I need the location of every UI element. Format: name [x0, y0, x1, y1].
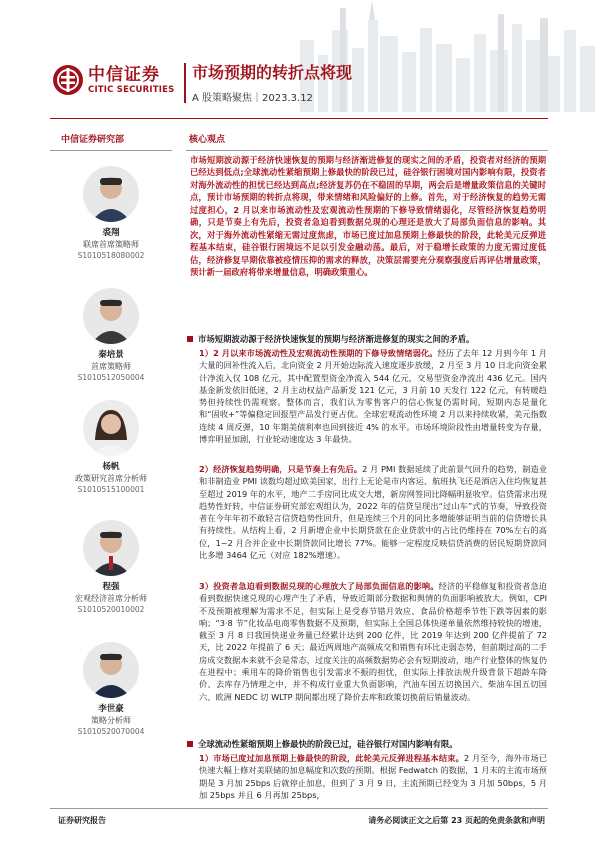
- footer-disclaimer: 请务必阅读正文之后第 23 页起的免责条款和声明: [368, 816, 545, 825]
- analyst-photo: [83, 166, 139, 222]
- paragraph-text: 2 月至今，海外市场已快速大幅上修对美联储的加息幅度和次数的预期。根据 Fedwatch 的数据，1 月末的主流市场预期是 3 月加 25bps 后就停止加息，但到了 3 月 9 日，主流预期已经变为 3 月加 50bps，5 月加 25bps 并且 6 月再加 25bps，: [199, 753, 548, 800]
- analyst-card: [50, 642, 172, 737]
- analyst-photo: [83, 288, 139, 344]
- section-bullet-text: 市场短期波动源于经济快速恢复的预期与经济渐进修复的现实之间的矛盾。: [198, 334, 475, 344]
- bullet-square-icon: [187, 336, 193, 342]
- analyst-card: [50, 166, 172, 261]
- analyst-name: 杨帆: [102, 462, 120, 472]
- header-rule: [50, 118, 548, 119]
- analyst-name: 裘翔: [102, 228, 120, 238]
- analyst-photo: [83, 520, 139, 576]
- analyst-role: 策略分析师: [91, 716, 131, 725]
- analyst-name: 秦培景: [98, 350, 124, 360]
- body-paragraph: [199, 463, 547, 561]
- section-bullet: [185, 333, 547, 345]
- section-bullet-text: 全球流动性紧缩预期上修最快的阶段已过，硅谷银行对国内影响有限。: [198, 739, 458, 749]
- report-title: 市场预期的转折点将现: [192, 63, 353, 82]
- analyst-role: 宏观经济首席分析师: [75, 594, 147, 603]
- citic-logo: [52, 64, 174, 96]
- analyst-cert: S1010518080002: [77, 251, 145, 260]
- core-view-summary: 市场短期波动源于经济快速恢复的预期与经济渐进修复的现实之间的矛盾，投资者对经济的预期已经达到低点;全球流动性紧缩预期上修最快的阶段已过，硅谷银行困境对国内影响有限，投资者对海外流动性的担忧已经达到高点;经济复苏仍在不稳固的早期，两会后是增量政策信息的关键时点，预计市场预期的转折点将现，带来情绪和风险偏好的上修。首先，对于经济恢复的趋势无需过度担心，2 月以来市场流动性及宏观流动性预期的下修导致情绪弱化，尽管经济恢复趋势明确，只是节奏上有先后，投资者急迫看到数据兑现的心理还是放大了局部负面信息的影响。其次，对于海外流动性紧缩无需过度焦虑，市场已度过加息预期上修最快的阶段，此轮美元反弹进程基本结束，硅谷银行困境远不足以引发金融动荡。最后，对于稳增长政策的力度无需过度低估，经济修复早期依靠被疫情压抑的需求的释放，决策层需要充分观察强度后再评估增量政策，预计新一届政府将带来增量信息，明确政策重心。: [190, 155, 546, 278]
- analyst-card: [50, 288, 172, 383]
- department-rule: [50, 150, 172, 151]
- analyst-role: 首席策略师: [91, 362, 131, 371]
- core-view-heading: 核心观点: [189, 135, 226, 145]
- paragraph-text: 2 月 PMI 数据延续了此前景气回升的趋势，制造业和非制造业 PMI 读数均超过欧美国家，出行上无论是市内客运、航班执飞还是酒店入住均恢复甚至超过 2019 年的水平，地产二手房同比成交大增，新房网签同比降幅明显收窄。信贷需求出现趋势性好转，中信证券研究部宏观组认为，2022 年的信贷呈现出“过山车”式的节奏，导致投资者在今年年初不敢轻言信贷趋势性回升，但是连续三个月的同比多增能够证明当前的信贷增长具有持续性。从结构上看，2 月新增企业中长期贷款在企业贷款中的占比仍维持在 70%左右的高位，1~2 月合并企业中长期贷款同比增长 77%。能够一定程度反映信贷消费的居民短期贷款同比多增 3464 亿元（对应 182%增速）。: [199, 464, 548, 561]
- report-subtitle: A 股策略聚焦｜2023.3.12: [192, 93, 313, 104]
- department-label: 中信证券研究部: [61, 135, 125, 145]
- analyst-photo: [83, 642, 139, 698]
- analyst-card: [50, 400, 172, 495]
- paragraph-lead: 1）市场已度过加息预期上修最快的阶段，此轮美元反弹进程基本结束。: [199, 753, 464, 763]
- paragraph-text: 经历了去年 12 月到今年 1 月大量的回补性流入后，北向资金 2 月开始边际流入速度逐步放缓，2 月至 3 月 10 日北向资金累计净流入仅 108 亿元，其中配置型资金净流入 544 亿元，交易型资金净流出 436 亿元。国内基金新发依旧低迷，2 月主动权益产品新发 121 亿元，3 月前 10 天发行 122 亿元，有转暖趋势但持续性仍需观察。整体而言，我们认为零售客户的信心恢复仍需时间，短期内态是量化和“固收+”等偏稳定回报型产品发行更占优。全球宏观流动性环境 2 月以来持续收紧，美元指数连续 4 周反弹，10 年期美债利率也回到接近 4% 的水平。市场环境阶段性由增量转变为存量，博弈明显加剧，行业轮动速度达 3 年最快。: [199, 348, 547, 445]
- analyst-role: 联席首席策略师: [83, 240, 139, 249]
- logo-chinese-text: 中信证券: [88, 64, 160, 85]
- body-paragraph: [199, 580, 547, 703]
- analyst-card: [50, 520, 172, 615]
- core-view-rule: [186, 150, 548, 151]
- analyst-cert: S1010515100001: [77, 485, 145, 494]
- body-paragraph: [199, 752, 547, 801]
- analyst-photo: [83, 400, 139, 456]
- paragraph-lead: 1）2 月以来市场流动性及宏观流动性预期的下修导致情绪弱化。: [199, 348, 438, 358]
- title-divider: [184, 63, 186, 103]
- body-paragraph: [199, 347, 547, 445]
- paragraph-text: 经济的平稳修复和投资者急迫看到数据快速兑现的心理产生了矛盾，导致近期部分数据和舆情的负面影响被放大。例如，CPI 不及预期被理解为需求不足，但实际上是受春节错月效应、食品价格超季节性下跌等因素的影响；“3·8 节”化妆品电商零售数据不及预期，但实际上全国总体快递单量依然维持较快的增速，截至 3 月 8 日我国快递业务量已经累计达到 200 亿件，比 2019 年达到 200 亿件提前了 72 天，比 2022 年提前了 6 天；最近两周地产高频成交和销售有环比走弱态势，但前期过高的二手房成交数据本来就不会是常态，过度关注的高频数据势必会有短期波动，地产行业整体的恢复仍在进程中；乘用车的降价销售也引发需求不振的担忧，但实际上排放法规升级背景下超龄车降价、去库存乃情理之中，并不构成行业重大负面影响，汽油车国五切换国六、柴油车国五切国六、欧洲 NEDC 切 WLTP 期间都出现了降价去库和政策切换前后销量波动。: [199, 581, 547, 702]
- analyst-cert: S1010520010002: [77, 605, 145, 614]
- analyst-role: 政策研究首席分析师: [75, 474, 147, 483]
- paragraph-lead: 2）经济恢复趋势明确，只是节奏上有先后。: [199, 464, 363, 474]
- analyst-name: 李世豪: [98, 704, 124, 714]
- footer-rule: [50, 808, 548, 809]
- analyst-cert: S1010512050004: [77, 373, 145, 382]
- citic-emblem-icon: [52, 64, 84, 96]
- analyst-name: 程强: [102, 582, 120, 592]
- paragraph-lead: 3）投资者急迫看到数据兑现的心理放大了局部负面信息的影响。: [199, 581, 439, 591]
- section-bullet: [185, 738, 547, 750]
- bullet-square-icon: [187, 741, 193, 747]
- analyst-cert: S1010520070004: [77, 727, 145, 736]
- footer-report-type: 证券研究报告: [58, 816, 106, 825]
- logo-english-text: CITIC SECURITIES: [88, 84, 175, 95]
